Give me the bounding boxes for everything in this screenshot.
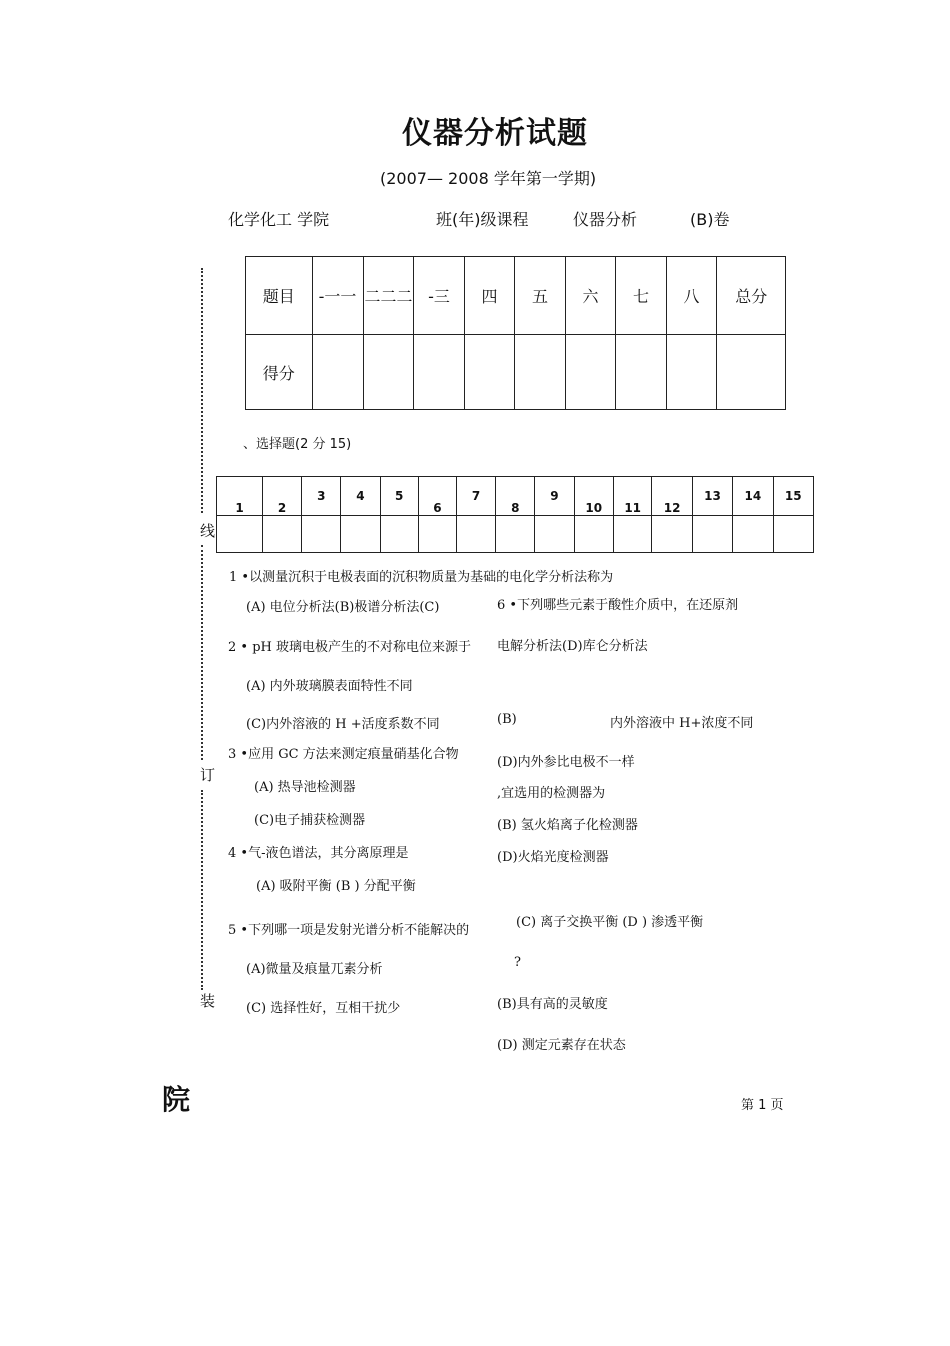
answer-cell (380, 516, 418, 553)
binding-label-ding: 订 (200, 766, 216, 784)
question-1-options-cd: 电解分析法(D)库仑分析法 (497, 639, 648, 654)
question-5-option-d: (D) 测定元素存在状态 (497, 1038, 626, 1053)
page-number: 第 1 页 (741, 1098, 784, 1113)
question-2-option-c: (C)内外溶液的 H +活度系数不同 (246, 717, 440, 732)
score-cell (515, 335, 565, 410)
question-3-continued: ,宜选用的检测器为 (497, 786, 606, 801)
course-name: 仪器分析 (573, 210, 638, 229)
answer-cell (496, 516, 535, 553)
answer-number: 4 (341, 477, 380, 516)
score-header-cell: 二二二 (363, 257, 414, 335)
section-heading: 、选择题(2 分 15) (243, 437, 352, 452)
answer-cell (773, 516, 813, 553)
question-1: 1 •以测量沉积于电极表面的沉积物质量为基础的电化学分析法称为 (229, 570, 614, 585)
score-header-cell: 七 (616, 257, 666, 335)
question-3: 3 •应用 GC 方法来测定痕量硝基化合物 (228, 747, 459, 762)
score-cell (312, 335, 363, 410)
question-4-options-cd: (C) 离子交换平衡 (D ) 渗透平衡 (516, 915, 704, 930)
answer-number: 10 (574, 477, 613, 516)
college-label: 化学化工 学院 (228, 210, 330, 229)
question-5: 5 •下列哪一项是发射光谱分析不能解决的 (228, 923, 470, 938)
answer-grid (216, 476, 814, 553)
answer-number: 11 (613, 477, 651, 516)
answer-cell (217, 516, 263, 553)
score-header-cell: 六 (565, 257, 616, 335)
answer-cell (263, 516, 302, 553)
question-3-option-d: (D)火焰光度检测器 (497, 850, 609, 865)
question-3-option-b: (B) 氢火焰离子化检测器 (497, 818, 638, 833)
answer-number: 12 (652, 477, 692, 516)
answer-number: 9 (535, 477, 574, 516)
answer-number: 6 (418, 477, 456, 516)
answer-cell (341, 516, 380, 553)
score-cell (616, 335, 666, 410)
score-header-cell: 五 (515, 257, 565, 335)
binding-label-xian: 线 (200, 522, 216, 540)
answer-cell (302, 516, 341, 553)
score-cell (717, 335, 786, 410)
binding-label-zhuang: 装 (200, 992, 216, 1010)
question-5-option-c: (C) 选择性好，互相干扰少 (246, 1001, 401, 1016)
score-cell (363, 335, 414, 410)
question-5-option-b: (B)具有高的灵敏度 (497, 997, 608, 1012)
answer-blank-row (217, 516, 814, 553)
score-cell (666, 335, 717, 410)
question-2-option-b: 内外溶液中 H+浓度不同 (610, 716, 754, 731)
score-cell (565, 335, 616, 410)
answer-number: 3 (302, 477, 341, 516)
answer-number: 5 (380, 477, 418, 516)
binding-line-top (201, 268, 203, 513)
footer-college-char: 院 (162, 1083, 191, 1116)
answer-number: 2 (263, 477, 302, 516)
score-cell (464, 335, 515, 410)
score-table-score-row (246, 335, 786, 410)
binding-line-bottom (201, 790, 203, 990)
answer-number-row (217, 477, 814, 516)
question-5-option-a: (A)微量及痕量兀素分析 (246, 962, 383, 977)
question-6: 6 •下列哪些元素于酸性介质中，在还原剂 (497, 598, 739, 613)
question-4: 4 •气-液色谱法，其分离原理是 (228, 846, 409, 861)
answer-number: 13 (692, 477, 732, 516)
answer-cell (418, 516, 456, 553)
question-2: 2 • pH 玻璃电极产生的不对称电位来源于 (228, 640, 471, 655)
answer-number: 7 (457, 477, 496, 516)
score-row-label: 得分 (246, 335, 313, 410)
score-header-cell: -一一 (312, 257, 363, 335)
paper-version: (B)卷 (690, 210, 730, 229)
question-4-options-ab: (A) 吸附平衡 (B ) 分配平衡 (256, 879, 416, 894)
question-2-option-b-label: (B) (497, 712, 517, 727)
score-header-cell: 题目 (246, 257, 313, 335)
answer-number: 1 (217, 477, 263, 516)
answer-cell (535, 516, 574, 553)
page-title: 仪器分析试题 (402, 116, 588, 151)
answer-number: 14 (733, 477, 773, 516)
question-1-options-ab: (A) 电位分析法(B)极谱分析法(C) (246, 600, 440, 615)
question-3-option-c: (C)电子捕获检测器 (254, 813, 366, 828)
answer-number: 15 (773, 477, 813, 516)
question-2-option-a: (A) 内外玻璃膜表面特性不同 (246, 679, 413, 694)
page-subtitle: (2007— 2008 学年第一学期) (380, 169, 597, 188)
answer-cell (457, 516, 496, 553)
question-2-option-d: (D)内外参比电极不一样 (497, 755, 635, 770)
score-header-cell: 八 (666, 257, 717, 335)
answer-cell (733, 516, 773, 553)
answer-cell (574, 516, 613, 553)
score-table-header-row (246, 257, 786, 335)
binding-line-middle (201, 545, 203, 760)
class-course-label: 班(年)级课程 (436, 210, 529, 229)
score-header-cell: -三 (414, 257, 464, 335)
score-table (245, 256, 786, 410)
question-3-option-a: (A) 热导池检测器 (254, 780, 356, 795)
answer-cell (692, 516, 732, 553)
score-header-cell: 总分 (717, 257, 786, 335)
answer-cell (613, 516, 651, 553)
answer-number: 8 (496, 477, 535, 516)
answer-cell (652, 516, 692, 553)
score-cell (414, 335, 464, 410)
score-header-cell: 四 (464, 257, 515, 335)
question-5-mark: ? (514, 955, 521, 970)
